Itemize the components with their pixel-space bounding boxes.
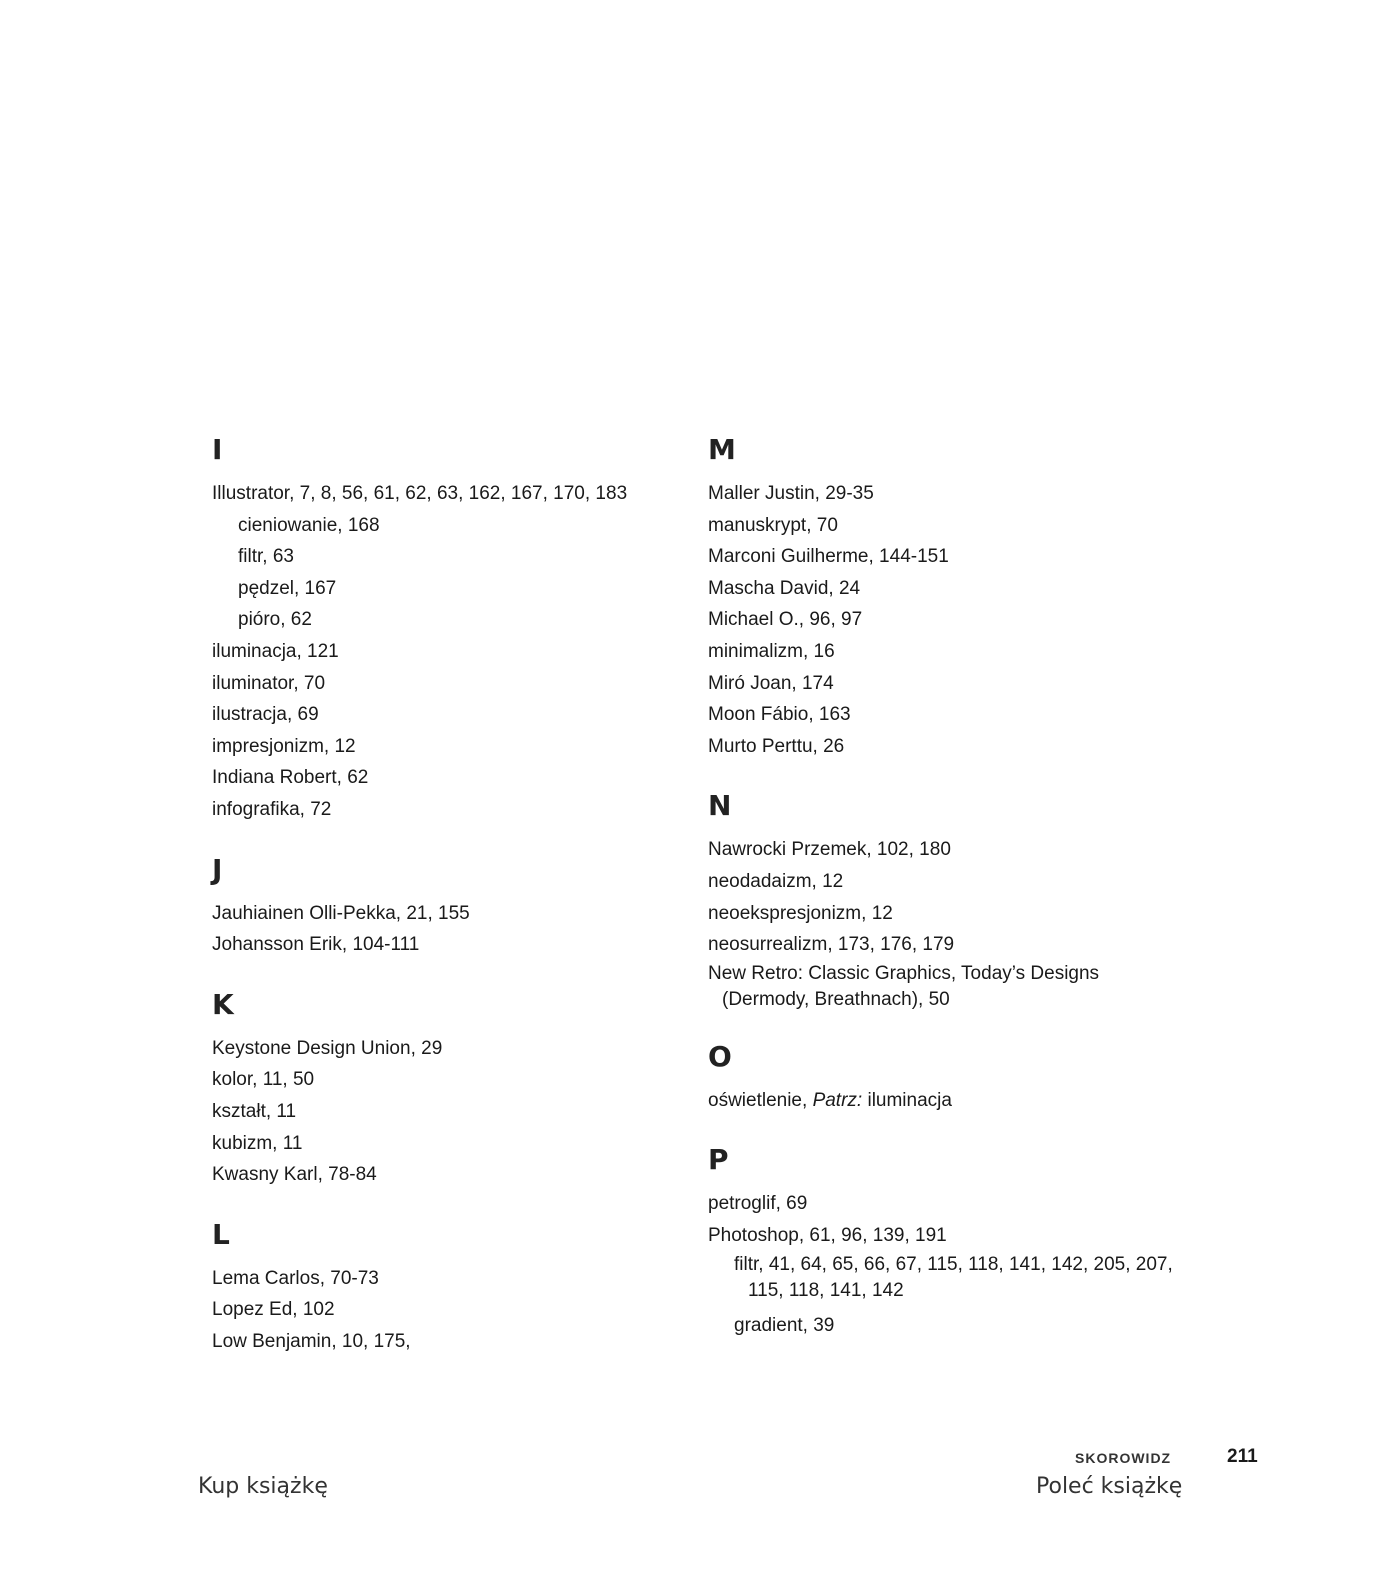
index-section-m (708, 430, 1228, 762)
index-entry: kubizm, 11 (212, 1132, 303, 1154)
section-letter: L (212, 1217, 230, 1251)
index-entry: impresjonizm, 12 (212, 735, 356, 757)
index-entry: minimalizm, 16 (708, 640, 835, 662)
index-entry: Kwasny Karl, 78-84 (212, 1164, 377, 1186)
section-letter: P (708, 1143, 729, 1177)
index-entry: iluminator, 70 (212, 672, 326, 694)
index-entry: Photoshop, 61, 96, 139, 191 (708, 1224, 947, 1246)
index-entry: infografika, 72 (212, 798, 332, 820)
section-letter: N (708, 789, 732, 823)
index-section-n (708, 786, 1228, 1012)
index-subentry: gradient, 39 (734, 1314, 835, 1336)
index-section-k (212, 985, 672, 1191)
index-entry: Nawrocki Przemek, 102, 180 (708, 839, 951, 861)
index-subentry: cieniowanie, 168 (238, 514, 380, 536)
index-entry: Miró Joan, 174 (708, 672, 834, 694)
index-entry: neoekspresjonizm, 12 (708, 902, 893, 924)
buy-book-link[interactable]: Kup książkę (198, 1474, 328, 1499)
index-entry: Michael O., 96, 97 (708, 609, 863, 631)
index-entry: Lema Carlos, 70-73 (212, 1267, 379, 1289)
index-section-j (212, 850, 672, 961)
index-entry: manuskrypt, 70 (708, 514, 838, 536)
running-footer-section: SKOROWIDZ (1075, 1450, 1172, 1466)
index-term: oświetlenie, (708, 1089, 808, 1111)
index-subentry: pióro, 62 (238, 609, 312, 631)
index-entry: kształt, 11 (212, 1100, 297, 1122)
index-entry: ilustracja, 69 (212, 704, 319, 726)
index-entry: iluminacja, 121 (212, 640, 339, 662)
index-subentry: pędzel, 167 (238, 577, 337, 599)
index-entry: petroglif, 69 (708, 1193, 808, 1215)
recommend-book-link[interactable]: Poleć książkę (1036, 1474, 1183, 1499)
index-entry: Moon Fábio, 163 (708, 704, 851, 726)
index-column-right (708, 430, 1228, 1365)
index-entry: Indiana Robert, 62 (212, 767, 369, 789)
index-column-left (212, 430, 672, 1381)
index-entry: Lopez Ed, 102 (212, 1299, 335, 1321)
index-entry: Mascha David, 24 (708, 577, 861, 599)
page-number: 211 (1227, 1446, 1258, 1467)
index-entry-cross-reference (708, 1085, 1228, 1117)
index-entry: New Retro: Classic Graphics, Today’s Designs (Dermody, Breathnach), 50 (708, 962, 1100, 1010)
index-subentry: filtr, 41, 64, 65, 66, 67, 115, 118, 141, 142, 205, 207, 115, 118, 141, 142 (734, 1253, 1173, 1301)
index-entry: kolor, 11, 50 (212, 1069, 315, 1091)
index-entry: neodadaizm, 12 (708, 870, 844, 892)
section-letter: K (212, 987, 234, 1021)
index-subentry: filtr, 63 (238, 546, 294, 568)
index-section-i (212, 430, 672, 826)
index-entry: Low Benjamin, 10, 175, (212, 1330, 411, 1352)
index-entry: Murto Perttu, 26 (708, 735, 845, 757)
index-entry: Illustrator, 7, 8, 56, 61, 62, 63, 162, 167, 170, 183 (212, 483, 628, 504)
index-section-p (708, 1140, 1228, 1341)
section-letter: J (212, 852, 223, 886)
index-section-o (708, 1037, 1228, 1117)
see-reference-target: iluminacja (867, 1089, 952, 1111)
index-entry: neosurrealizm, 173, 176, 179 (708, 934, 955, 956)
index-entry: Marconi Guilherme, 144-151 (708, 546, 949, 568)
index-entry: Keystone Design Union, 29 (212, 1037, 443, 1059)
section-letter: I (212, 433, 223, 466)
section-letter: M (708, 433, 736, 466)
index-entry: Maller Justin, 29-35 (708, 483, 874, 504)
index-entry: Jauhiainen Olli-Pekka, 21, 155 (212, 902, 470, 924)
index-section-l (212, 1215, 672, 1358)
section-letter: O (708, 1039, 732, 1073)
see-reference-label: Patrz: (812, 1089, 863, 1111)
index-entry: Johansson Erik, 104-111 (212, 934, 420, 956)
